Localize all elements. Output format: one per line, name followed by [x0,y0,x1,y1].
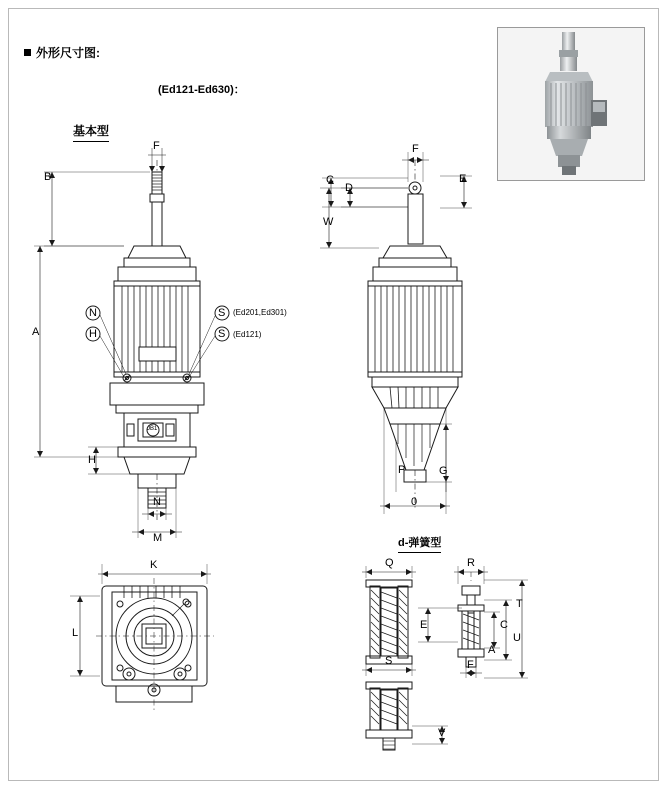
dim-Q-spring: Q [385,557,394,569]
dim-F-side: F [412,143,419,155]
callout-note-2: (Ed121) [233,330,262,339]
callout-S-2: S [218,328,226,340]
page-title-text: 外形尺寸图: [36,46,100,60]
dim-F-spring: F [467,659,474,671]
dim-A-front: A [32,326,40,338]
callout-N: N [89,307,97,319]
dim-T-spring: T [516,598,523,610]
spring-type-label: d-弹簧型 [398,534,441,553]
dim-O-side: 0 [411,496,418,508]
dim-S-spring: S [385,655,393,667]
dim-K-top: K [150,559,158,571]
dim-D-side: D [345,182,353,194]
dim-A-spring: A [488,644,496,656]
dim-B: B [44,171,52,183]
dim-F-front: F [153,140,160,152]
dim-G-side: G [439,465,448,477]
dim-R-spring: R [467,557,475,569]
dim-L-top: L [72,627,79,639]
dim-C-side: C [326,174,334,186]
callout-S-1: S [218,307,226,319]
dim-U-spring: U [513,632,521,644]
model-range-label: (Ed121-Ed630)： [158,84,245,96]
dim-E-side: E [459,173,467,185]
dim-N: N [153,496,161,508]
dim-E-spring: E [420,619,428,631]
dim-V-spring: V [438,727,446,739]
callout-H: H [89,328,97,340]
callout-note-1: (Ed201,Ed301) [233,308,287,317]
dim-P-side: P [398,464,406,476]
nameplate-label: JB1 [147,426,158,432]
dimension-arrows [37,157,525,744]
dim-C-spring: C [500,619,508,631]
dim-M: M [153,532,163,544]
dim-H: H [88,454,96,466]
basic-type-label: 基本型 [73,122,109,142]
dim-W-side: W [323,216,334,228]
